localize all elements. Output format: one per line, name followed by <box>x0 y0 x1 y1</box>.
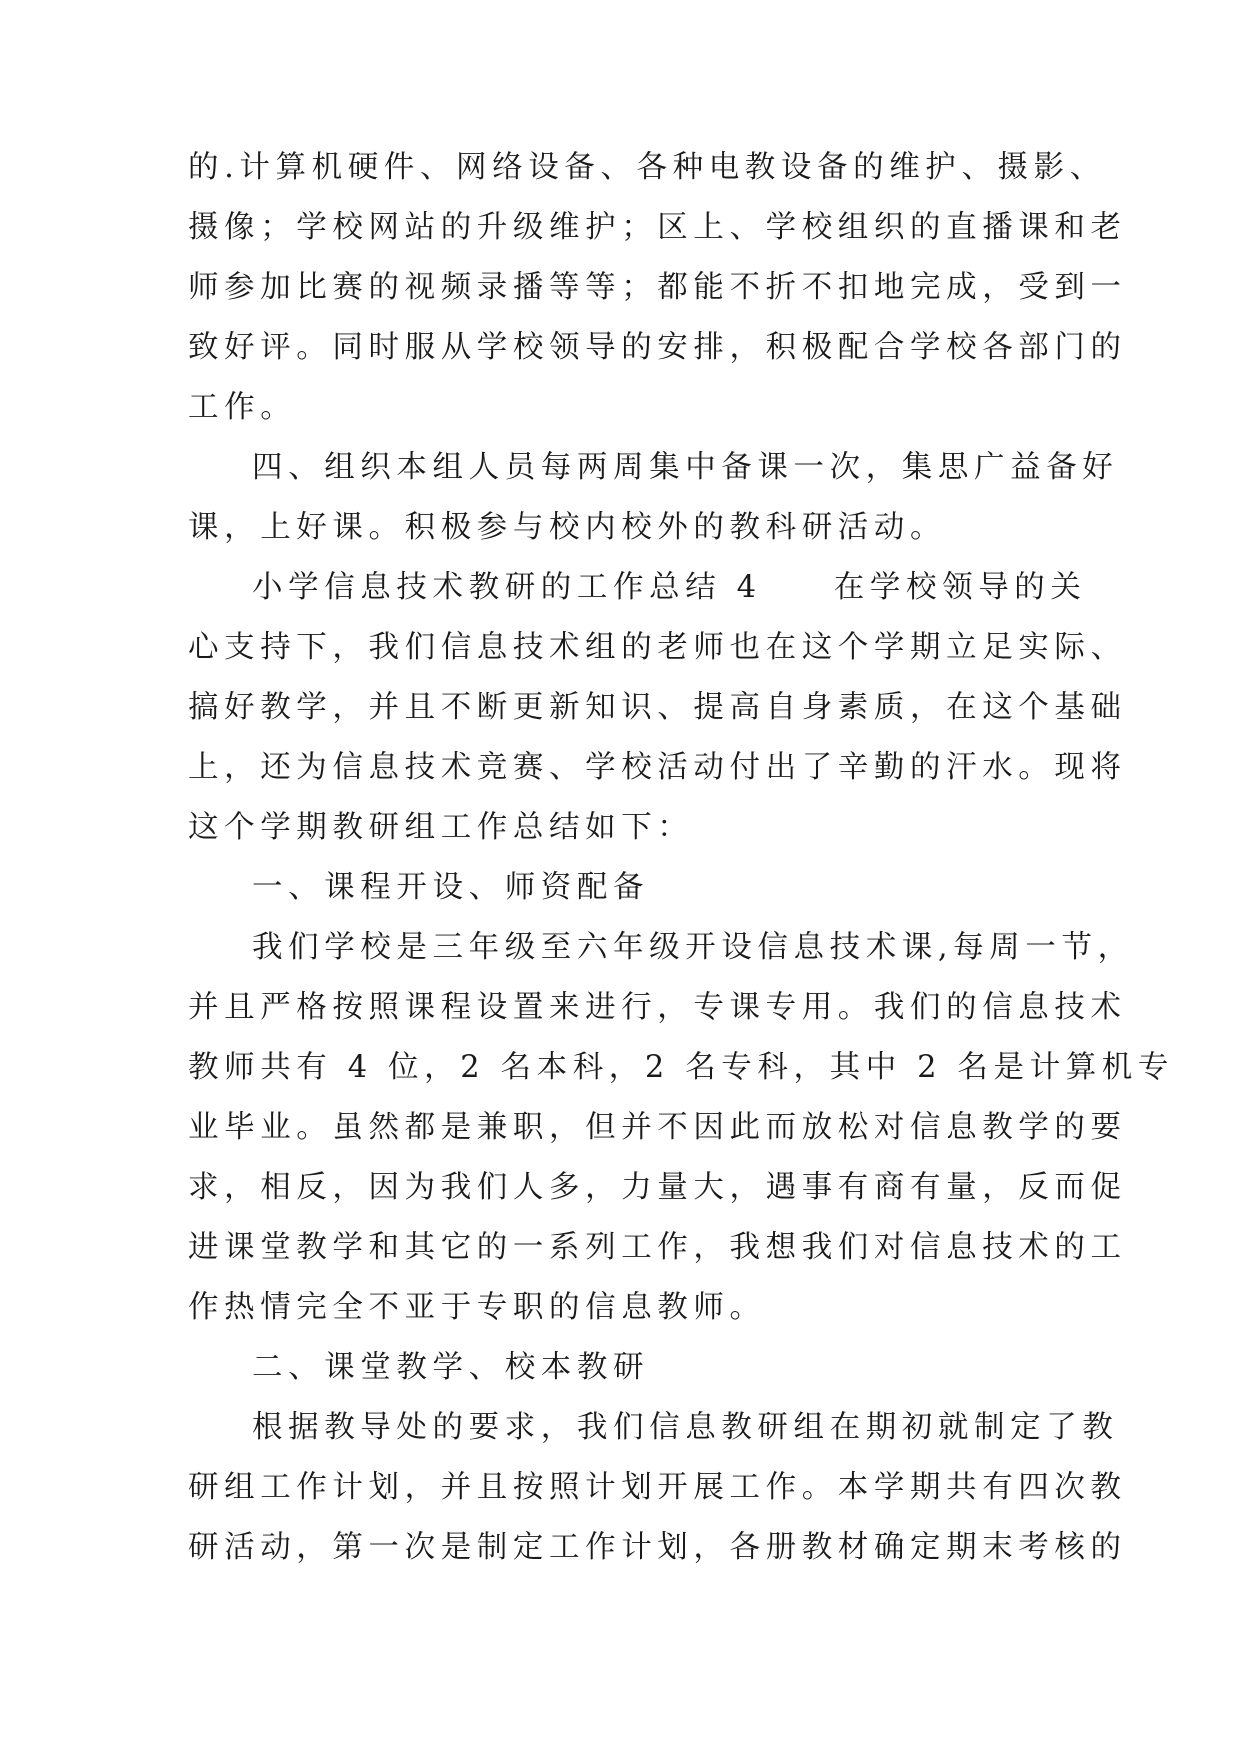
text-line-15: 并且严格按照课程设置来进行，专课专用。我们的信息技术 <box>188 990 1127 1025</box>
text-line-23: 研组工作计划，并且按照计划开展工作。本学期共有四次教 <box>188 1470 1127 1505</box>
section-heading-2: 二、课堂教学、校本教研 <box>252 1350 650 1385</box>
text-line-5: 工作。 <box>188 390 297 425</box>
section-heading-summary-4: 小学信息技术教研的工作总结 4 在学校领导的关 <box>252 570 1087 605</box>
text-line-6: 四、组织本组人员每两周集中备课一次，集思广益备好 <box>252 450 1119 485</box>
text-line-7: 课，上好课。积极参与校内校外的教科研活动。 <box>188 510 947 545</box>
text-line-9: 心支持下，我们信息技术组的老师也在这个学期立足实际、 <box>188 630 1127 665</box>
text-line-11: 上，还为信息技术竞赛、学校活动付出了辛勤的汗水。现将 <box>188 750 1127 785</box>
text-line-3: 师参加比赛的视频录播等等；都能不折不扣地完成，受到一 <box>188 270 1127 305</box>
text-line-20: 作热情完全不亚于专职的信息教师。 <box>188 1290 766 1325</box>
text-line-24: 研活动，第一次是制定工作计划，各册教材确定期末考核的 <box>188 1530 1127 1565</box>
text-line-2: 摄像；学校网站的升级维护；区上、学校组织的直播课和老 <box>188 210 1127 245</box>
text-line-22: 根据教导处的要求，我们信息教研组在期初就制定了教 <box>252 1410 1119 1445</box>
text-line-1: 的.计算机硬件、网络设备、各种电教设备的维护、摄影、 <box>188 150 1106 185</box>
text-line-19: 进课堂教学和其它的一系列工作，我想我们对信息技术的工 <box>188 1230 1127 1265</box>
text-line-16: 教师共有 4 位，2 名本科，2 名专科，其中 2 名是计算机专 <box>188 1050 1174 1085</box>
text-line-14: 我们学校是三年级至六年级开设信息技术课,每周一节， <box>252 930 1134 965</box>
text-line-18: 求，相反，因为我们人多，力量大，遇事有商有量，反而促 <box>188 1170 1127 1205</box>
text-line-12: 这个学期教研组工作总结如下： <box>188 810 694 845</box>
text-line-17: 业毕业。虽然都是兼职，但并不因此而放松对信息教学的要 <box>188 1110 1127 1145</box>
text-line-10: 搞好教学，并且不断更新知识、提高自身素质，在这个基础 <box>188 690 1127 725</box>
section-heading-1: 一、课程开设、师资配备 <box>252 870 650 905</box>
text-line-4: 致好评。同时服从学校领导的安排，积极配合学校各部门的 <box>188 330 1127 365</box>
